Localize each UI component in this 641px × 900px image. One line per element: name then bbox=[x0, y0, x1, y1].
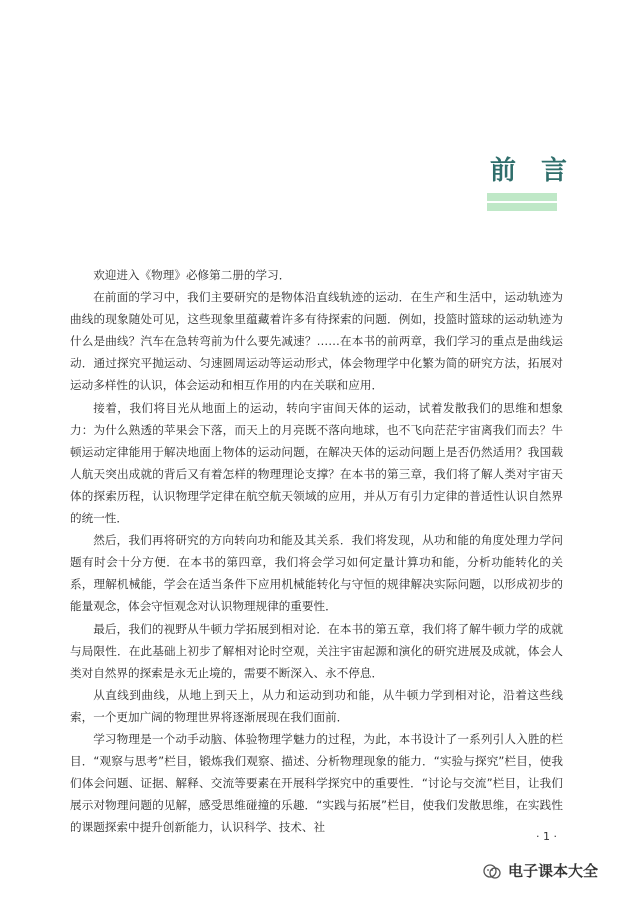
wechat-logo-icon bbox=[482, 862, 502, 882]
paragraph-3: 接着，我们将目光从地面上的运动，转向宇宙间天体的运动，试着发散我们的思维和想象力：为什么熟透的苹果会下落，而天上的月亮既不落向地球，也不飞向茫茫宇宙离我们而去？牛顿运动定律能用于解决地面上物体的运动问题，在解决天体的运动问题上是否仍然适用？我国载人航天突出成就的背后又有着怎样的物理理论支撑？在本书的第三章，我们将了解人类对宇宙天体的探索历程，认识物理学定律在航空航天领域的应用，并从万有引力定律的普适性认识自然界的统一性． bbox=[70, 400, 563, 526]
page-number: · 1 · bbox=[536, 830, 557, 843]
title-underline-bar-top bbox=[487, 193, 557, 201]
watermark-text: 电子课本大全 bbox=[508, 862, 599, 880]
paragraph-1: 欢迎进入《物理》必修第二册的学习． bbox=[93, 268, 291, 282]
paragraph-5: 最后，我们的视野从牛顿力学拓展到相对论．在本书的第五章，我们将了解牛顿力学的成就与局限性．在此基础上初步了解相对论时空观，关注宇宙起源和演化的研究进展及成就，体会人类对自然界的探索是永无止境的，需要不断深入、永不停息． bbox=[70, 621, 563, 680]
title-underline-gap bbox=[487, 201, 557, 203]
paragraph-4: 然后，我们再将研究的方向转向功和能及其关系．我们将发现，从功和能的角度处理力学问题有时会十分方便．在本书的第四章，我们将会学习如何定量计算功和能，分析功能转化的关系，理解机械能，学会在适当条件下应用机械能转化与守恒的规律解决实际问题，以形成初步的能量观念，体会守恒观念对认识物理规律的重要性． bbox=[70, 533, 563, 614]
paragraph-2: 在前面的学习中，我们主要研究的是物体沿直线轨迹的运动．在生产和生活中，运动轨迹为曲线的现象随处可见，这些现象里蕴藏着许多有待探索的问题．例如，投篮时篮球的运动轨迹为什么是曲线？汽车在急转弯前为什么要先减速？……在本书的前两章，我们学习的重点是曲线运动．通过探究平抛运动、匀速圆周运动等运动形式，体会物理学中化繁为简的研究方法，拓展对运动多样性的认识，体会运动和相互作用的内在关联和应用． bbox=[70, 290, 563, 393]
paragraph-6: 从直线到曲线，从地上到天上，从力和运动到功和能，从牛顿力学到相对论，沿着这些线索，一个更加广阔的物理世界将逐渐展现在我们面前． bbox=[70, 687, 563, 724]
preface-body bbox=[70, 264, 563, 838]
paragraph-7: 学习物理是一个动手动脑、体验物理学魅力的过程，为此，本书设计了一系列引人入胜的栏目．“观察与思考”栏目，锻炼我们观察、描述、分析物理现象的能力．“实验与探究”栏目，使我们体会问题、证据、解释、交流等要素在开展科学探究中的重要性．“讨论与交流”栏目，让我们展示对物理问题的见解，感受思维碰撞的乐趣．“实践与拓展”栏目，使我们发散思维，在实践性的课题探索中提升创新能力，认识科学、技术、社 bbox=[70, 731, 563, 835]
title-underline-bar-bottom bbox=[487, 203, 557, 211]
page-title: 前 言 bbox=[490, 156, 576, 186]
